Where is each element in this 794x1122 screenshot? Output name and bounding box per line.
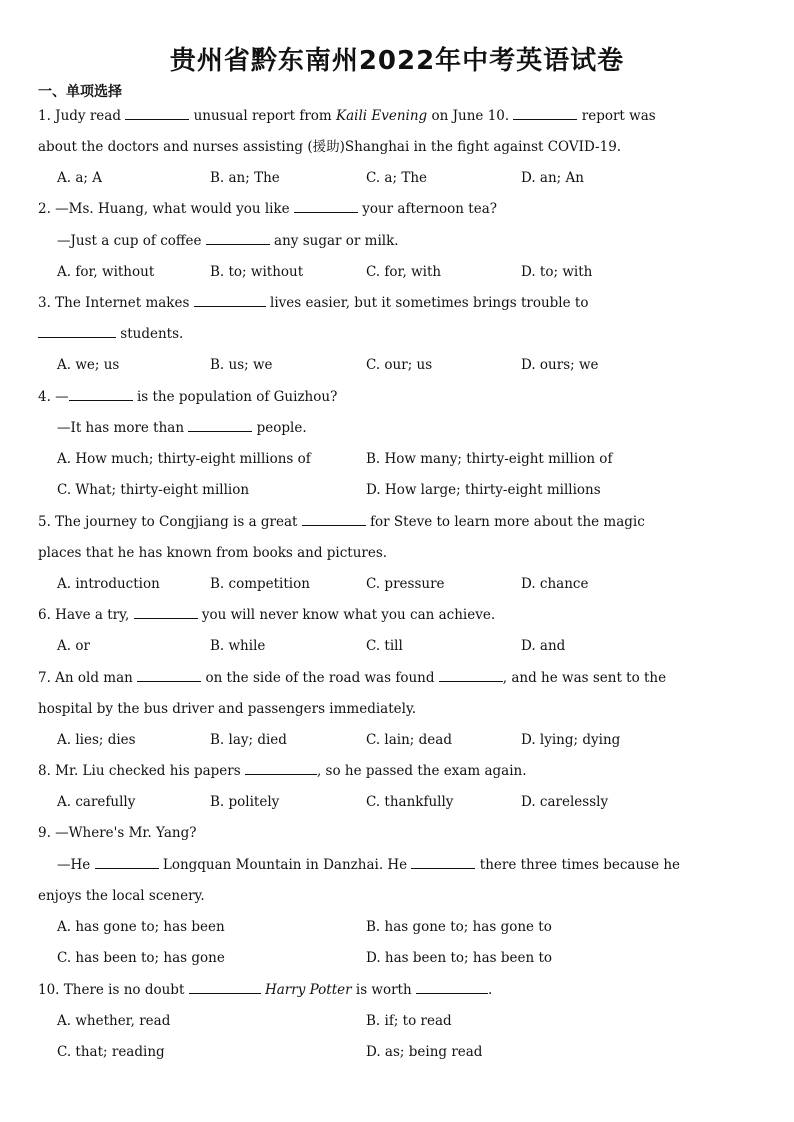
option-b[interactable]: B. while: [210, 638, 266, 654]
question-8-line-1: 8. Mr. Liu checked his papers , so he passed the exam again.: [38, 763, 527, 779]
question-10-line-1: 10. There is no doubt Harry Potter is worth .: [38, 982, 493, 998]
section-heading: 一、单项选择: [38, 84, 122, 100]
answer-blank[interactable]: [194, 294, 266, 307]
option-d[interactable]: D. chance: [521, 576, 589, 592]
option-c[interactable]: C. a; The: [366, 170, 428, 186]
option-d[interactable]: D. to; with: [521, 264, 593, 280]
answer-blank[interactable]: [245, 762, 317, 775]
answer-blank[interactable]: [137, 669, 201, 682]
option-b[interactable]: B. competition: [210, 576, 310, 592]
option-d[interactable]: D. and: [521, 638, 566, 654]
question-9-line-3: enjoys the local scenery.: [38, 888, 205, 904]
option-c[interactable]: C. our; us: [366, 357, 433, 373]
option-b[interactable]: B. if; to read: [366, 1013, 452, 1029]
question-5-line-1: 5. The journey to Congjiang is a great for Steve to learn more about the magic: [38, 514, 645, 530]
option-c[interactable]: C. has been to; has gone: [57, 950, 225, 966]
answer-blank[interactable]: [439, 669, 503, 682]
option-a[interactable]: A. introduction: [57, 576, 160, 592]
question-9-line-1: 9. —Where's Mr. Yang?: [38, 825, 197, 841]
answer-blank[interactable]: [416, 981, 488, 994]
option-d[interactable]: D. How large; thirty-eight millions: [366, 482, 601, 498]
option-c[interactable]: C. that; reading: [57, 1044, 165, 1060]
question-7-line-1: 7. An old man on the side of the road was found , and he was sent to the: [38, 670, 667, 686]
question-4-line-2: —It has more than people.: [57, 420, 307, 436]
option-b[interactable]: B. to; without: [210, 264, 304, 280]
option-c[interactable]: C. till: [366, 638, 403, 654]
question-4-line-1: 4. — is the population of Guizhou?: [38, 389, 338, 405]
question-3-line-2: students.: [38, 325, 183, 343]
option-b[interactable]: B. politely: [210, 794, 280, 810]
option-d[interactable]: D. carelessly: [521, 794, 609, 810]
option-a[interactable]: A. we; us: [57, 357, 120, 373]
option-c[interactable]: C. for, with: [366, 264, 442, 280]
option-c[interactable]: C. lain; dead: [366, 732, 452, 748]
option-d[interactable]: D. ours; we: [521, 357, 599, 373]
answer-blank[interactable]: [125, 107, 189, 120]
option-a[interactable]: A. a; A: [57, 170, 102, 186]
answer-blank[interactable]: [38, 325, 116, 338]
option-b[interactable]: B. How many; thirty-eight million of: [366, 451, 613, 467]
option-b[interactable]: B. has gone to; has gone to: [366, 919, 552, 935]
option-a[interactable]: A. whether, read: [57, 1013, 171, 1029]
option-a[interactable]: A. lies; dies: [57, 732, 136, 748]
answer-blank[interactable]: [206, 232, 270, 245]
option-a[interactable]: A. carefully: [57, 794, 136, 810]
question-1-line-1: 1. Judy read unusual report from Kaili Evening on June 10. report was: [38, 108, 656, 124]
option-d[interactable]: D. an; An: [521, 170, 584, 186]
option-b[interactable]: B. us; we: [210, 357, 273, 373]
question-2-line-1: 2. —Ms. Huang, what would you like your afternoon tea?: [38, 201, 497, 217]
question-1-line-2: about the doctors and nurses assisting (援助)Shanghai in the fight against COVID-19.: [38, 139, 622, 155]
question-9-line-2: —He Longquan Mountain in Danzhai. He there three times because he: [57, 857, 681, 873]
option-b[interactable]: B. lay; died: [210, 732, 287, 748]
option-a[interactable]: A. for, without: [57, 264, 155, 280]
answer-blank[interactable]: [302, 513, 366, 526]
question-2-line-2: —Just a cup of coffee any sugar or milk.: [57, 233, 399, 249]
answer-blank[interactable]: [294, 200, 358, 213]
answer-blank[interactable]: [189, 981, 261, 994]
option-d[interactable]: D. as; being read: [366, 1044, 483, 1060]
option-c[interactable]: C. pressure: [366, 576, 445, 592]
answer-blank[interactable]: [411, 856, 475, 869]
option-a[interactable]: A. or: [57, 638, 90, 654]
option-d[interactable]: D. lying; dying: [521, 732, 621, 748]
option-c[interactable]: C. What; thirty-eight million: [57, 482, 250, 498]
option-d[interactable]: D. has been to; has been to: [366, 950, 553, 966]
page-title: 贵州省黔东南州2022年中考英语试卷: [169, 46, 625, 76]
question-5-line-2: places that he has known from books and pictures.: [38, 545, 388, 561]
answer-blank[interactable]: [69, 388, 133, 401]
option-c[interactable]: C. thankfully: [366, 794, 454, 810]
question-6-line-1: 6. Have a try, you will never know what you can achieve.: [38, 607, 496, 623]
answer-blank[interactable]: [188, 419, 252, 432]
question-7-line-2: hospital by the bus driver and passengers immediately.: [38, 701, 417, 717]
question-3-line-1: 3. The Internet makes lives easier, but it sometimes brings trouble to: [38, 295, 589, 311]
answer-blank[interactable]: [513, 107, 577, 120]
option-a[interactable]: A. How much; thirty-eight millions of: [57, 451, 311, 467]
option-b[interactable]: B. an; The: [210, 170, 280, 186]
answer-blank[interactable]: [134, 606, 198, 619]
option-a[interactable]: A. has gone to; has been: [57, 919, 225, 935]
answer-blank[interactable]: [95, 856, 159, 869]
